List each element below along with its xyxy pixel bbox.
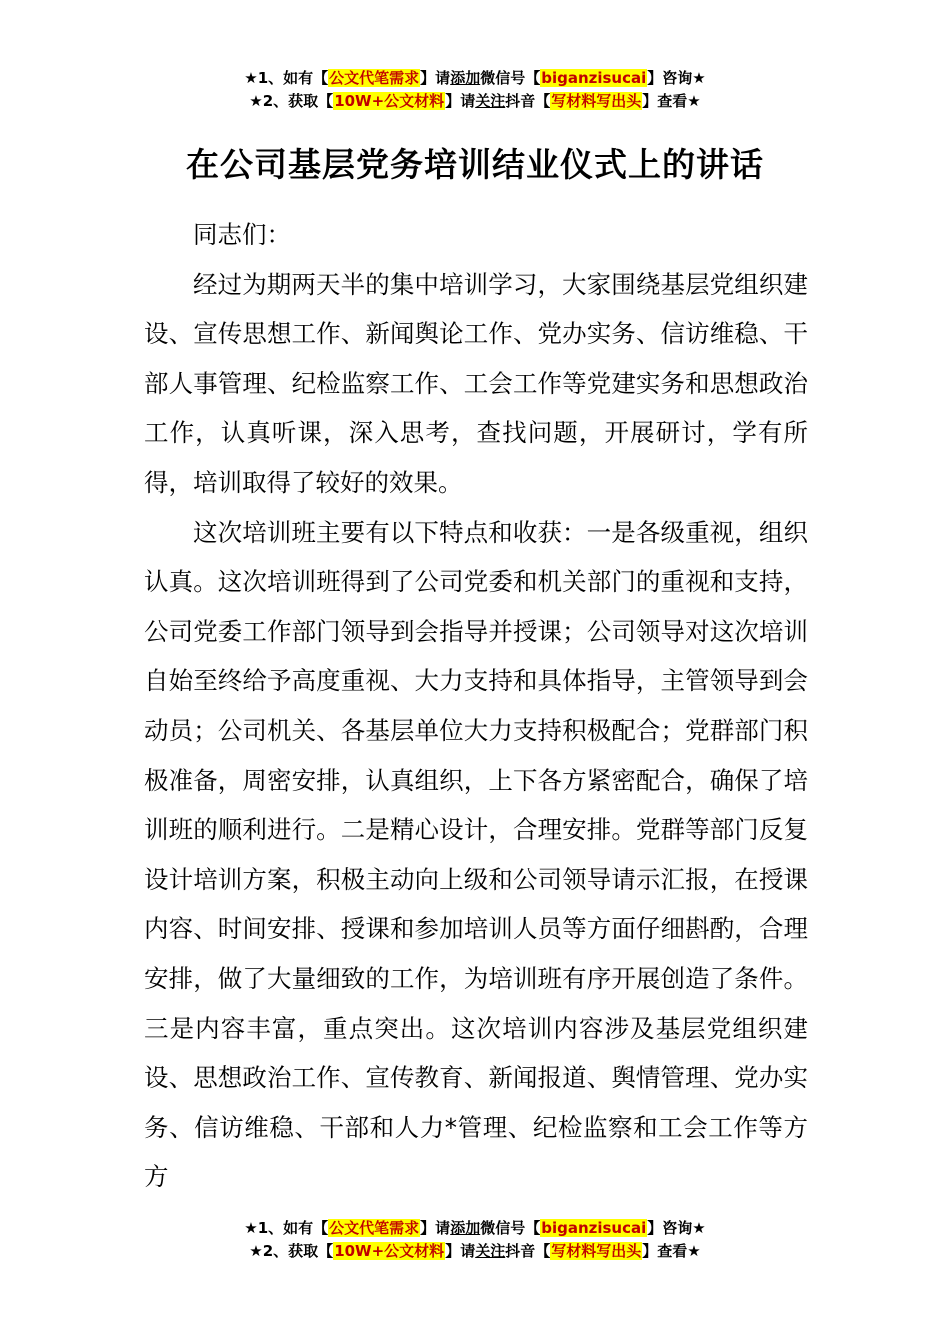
promo-highlight-wechat: biganzisucai bbox=[541, 69, 647, 87]
promo-underline: 添加 bbox=[450, 69, 481, 87]
promo-highlight: 10W+公文材料 bbox=[334, 1242, 445, 1260]
promo-highlight-douyin: 写材料写出头 bbox=[551, 92, 642, 110]
promo-text: 】咨询★ bbox=[647, 69, 706, 87]
promo-line-2 bbox=[0, 1240, 950, 1263]
promo-text: 】查看★ bbox=[642, 92, 701, 110]
promo-text: 微信号【 bbox=[480, 1219, 541, 1237]
promo-text: ★2、获取【 bbox=[249, 92, 334, 110]
paragraph-1: 经过为期两天半的集中培训学习，大家围绕基层党组织建设、宣传思想工作、新闻舆论工作、党办实务、信访维稳、干部人事管理、纪检监察工作、工会工作等党建实务和思想政治工作，认真听课，深入思考，查找问题，开展研讨，学有所得，培训取得了较好的效果。 bbox=[144, 269, 808, 497]
promo-highlight-douyin: 写材料写出头 bbox=[551, 1242, 642, 1260]
promo-banner-top bbox=[0, 67, 950, 113]
promo-text: ★2、获取【 bbox=[249, 1242, 334, 1260]
promo-underline: 关注 bbox=[475, 1242, 506, 1260]
promo-line-2 bbox=[0, 90, 950, 113]
promo-text: ★1、如有【 bbox=[244, 69, 329, 87]
promo-text: 】请 bbox=[420, 1219, 451, 1237]
paragraph-2: 这次培训班主要有以下特点和收获：一是各级重视，组织认真。这次培训班得到了公司党委和机关部门的重视和支持，公司党委工作部门领导到会指导并授课；公司领导对这次培训自始至终给予高度重视、大力支持和具体指导，主管领导到会动员；公司机关、各基层单位大力支持积极配合；党群部门积极准备，周密安排，认真组织，上下各方紧密配合，确保了培训班的顺利进行。二是精心设计，合理安排。党群等部门反复设计培训方案，积极主动向上级和公司领导请示汇报，在授课内容、时间安排、授课和参加培训人员等方面仔细斟酌，合理安排，做了大量细致的工作，为培训班有序开展创造了条件。三是内容丰富，重点突出。这次培训内容涉及基层党组织建设、思想政治工作、宣传教育、新闻报道、舆情管理、党办实务、信访维稳、干部和人力*管理、纪检监察和工会工作等方方 bbox=[144, 517, 808, 1192]
greeting: 同志们： bbox=[193, 220, 291, 249]
promo-highlight: 公文代笔需求 bbox=[329, 1219, 420, 1237]
promo-text: 抖音【 bbox=[505, 92, 551, 110]
promo-text: 抖音【 bbox=[505, 1242, 551, 1260]
page-title: 在公司基层党务培训结业仪式上的讲话 bbox=[186, 145, 764, 184]
promo-text: 】咨询★ bbox=[647, 1219, 706, 1237]
promo-text: 微信号【 bbox=[480, 69, 541, 87]
promo-text: 】查看★ bbox=[642, 1242, 701, 1260]
promo-highlight: 公文代笔需求 bbox=[329, 69, 420, 87]
promo-line-1 bbox=[0, 1217, 950, 1240]
promo-banner-bottom bbox=[0, 1217, 950, 1263]
promo-underline: 关注 bbox=[475, 92, 506, 110]
promo-line-1 bbox=[0, 67, 950, 90]
promo-underline: 添加 bbox=[450, 1219, 481, 1237]
promo-text: 】请 bbox=[445, 1242, 476, 1260]
promo-highlight-wechat: biganzisucai bbox=[541, 1219, 647, 1237]
promo-text: 】请 bbox=[420, 69, 451, 87]
promo-text: ★1、如有【 bbox=[244, 1219, 329, 1237]
promo-highlight: 10W+公文材料 bbox=[334, 92, 445, 110]
document-body bbox=[144, 210, 808, 1202]
promo-text: 】请 bbox=[445, 92, 476, 110]
